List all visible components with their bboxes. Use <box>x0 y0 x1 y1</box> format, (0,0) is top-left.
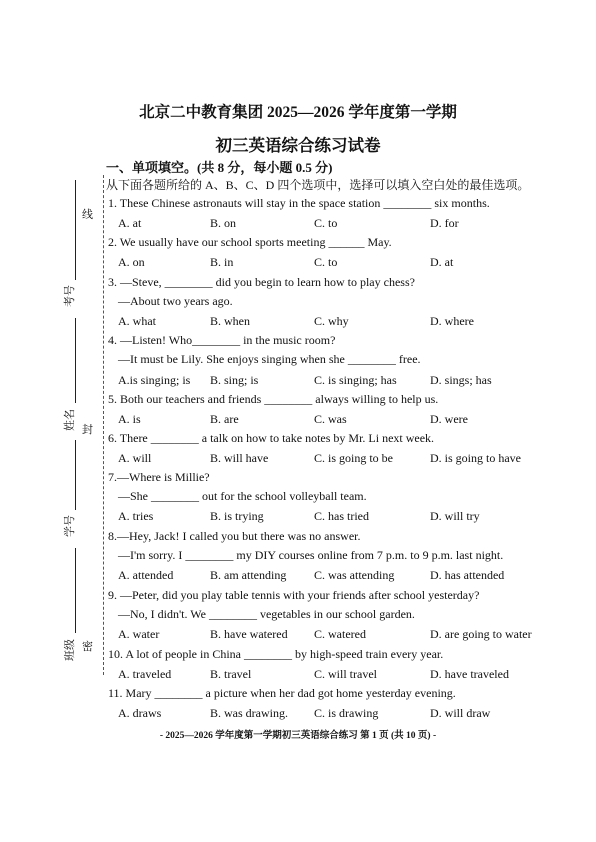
option-a[interactable]: A. what <box>118 314 156 328</box>
question-8-line-1: 8.—Hey, Jack! I called you but there was no answer. <box>108 529 361 543</box>
student-number-line <box>75 440 76 510</box>
option-a[interactable]: A. on <box>118 255 145 269</box>
option-a[interactable]: A. will <box>118 451 152 465</box>
option-a[interactable]: A. water <box>118 627 160 641</box>
option-d[interactable]: D. is going to have <box>430 451 521 465</box>
question-5-line-1: 5. Both our teachers and friends ________ always willing to help us. <box>108 392 439 406</box>
option-d[interactable]: D. at <box>430 255 454 269</box>
option-b[interactable]: B. travel <box>210 667 252 681</box>
option-a[interactable]: A. at <box>118 216 142 230</box>
binding-mark-feng: 封 <box>82 424 93 436</box>
question-10-line-1: 10. A lot of people in China ________ by high-speed train every year. <box>108 647 444 661</box>
question-1-line-1: 1. These Chinese astronauts will stay in the space station ________ six months. <box>108 196 490 210</box>
question-3-line-2: —About two years ago. <box>118 294 233 308</box>
question-7-line-1: 7.—Where is Millie? <box>108 470 210 484</box>
question-11-line-1: 11. Mary ________ a picture when her dad got home yesterday evening. <box>108 686 456 700</box>
option-b[interactable]: B. am attending <box>210 568 287 582</box>
option-b[interactable]: B. sing; is <box>210 373 259 387</box>
exam-number-label: 考号 <box>64 285 76 307</box>
option-c[interactable]: C. is drawing <box>314 706 379 720</box>
option-b[interactable]: B. when <box>210 314 250 328</box>
option-a[interactable]: A. draws <box>118 706 162 720</box>
binding-mark-xian: 线 <box>82 209 93 221</box>
option-a[interactable]: A. is <box>118 412 141 426</box>
option-d[interactable]: D. will try <box>430 509 480 523</box>
option-c[interactable]: C. to <box>314 255 338 269</box>
option-d[interactable]: D. have traveled <box>430 667 509 681</box>
option-c[interactable]: C. to <box>314 216 338 230</box>
question-7-line-2: —She ________ out for the school volleyball team. <box>118 489 367 503</box>
option-c[interactable]: C. is going to be <box>314 451 394 465</box>
option-c[interactable]: C. was <box>314 412 347 426</box>
question-9-line-2: —No, I didn't. We ________ vegetables in our school garden. <box>118 607 415 621</box>
question-4-line-2: —It must be Lily. She enjoys singing when she ________ free. <box>118 352 421 366</box>
option-c[interactable]: C. watered <box>314 627 366 641</box>
question-9-line-1: 9. —Peter, did you play table tennis with your friends after school yesterday? <box>108 588 480 602</box>
option-b[interactable]: B. on <box>210 216 237 230</box>
binding-dashed-line <box>103 175 104 675</box>
option-d[interactable]: D. has attended <box>430 568 505 582</box>
name-line-upper <box>75 318 76 403</box>
option-d[interactable]: D. were <box>430 412 468 426</box>
option-c[interactable]: C. is singing; has <box>314 373 397 387</box>
class-line <box>75 548 76 633</box>
option-b[interactable]: B. is trying <box>210 509 264 523</box>
question-2-line-1: 2. We usually have our school sports meeting ______ May. <box>108 235 392 249</box>
question-4-line-1: 4. —Listen! Who________ in the music room? <box>108 333 336 347</box>
student-number-label: 学号 <box>64 515 76 537</box>
option-b[interactable]: B. in <box>210 255 234 269</box>
option-a[interactable]: A. attended <box>118 568 174 582</box>
option-d[interactable]: D. for <box>430 216 459 230</box>
name-label: 姓名 <box>64 409 76 431</box>
option-d[interactable]: D. sings; has <box>430 373 492 387</box>
option-d[interactable]: D. will draw <box>430 706 491 720</box>
question-6-line-1: 6. There ________ a talk on how to take notes by Mr. Li next week. <box>108 431 435 445</box>
option-a[interactable]: A. tries <box>118 509 154 523</box>
option-b[interactable]: B. have watered <box>210 627 288 641</box>
section-heading: 一、单项填空。(共 8 分，每小题 0.5 分) <box>106 160 333 175</box>
option-b[interactable]: B. will have <box>210 451 269 465</box>
option-c[interactable]: C. will travel <box>314 667 377 681</box>
option-c[interactable]: C. why <box>314 314 349 328</box>
option-a[interactable]: A. traveled <box>118 667 172 681</box>
class-label: 班级 <box>64 639 76 661</box>
page-footer: - 2025—2026 学年度第一学期初三英语综合练习 第 1 页 (共 10 页) - <box>159 731 437 741</box>
option-c[interactable]: C. was attending <box>314 568 395 582</box>
option-d[interactable]: D. where <box>430 314 474 328</box>
question-8-line-2: —I'm sorry. I ________ my DIY courses online from 7 p.m. to 9 p.m. last night. <box>118 548 504 562</box>
option-d[interactable]: D. are going to water <box>430 627 532 641</box>
exam-title: 初三英语综合练习试卷 <box>215 136 381 155</box>
section-instruction: 从下面各题所给的 A、B、C、D 四个选项中，选择可以填入空白处的最佳选项。 <box>106 178 530 192</box>
exam-number-line <box>75 180 76 280</box>
school-term-heading: 北京二中教育集团 2025—2026 学年度第一学期 <box>139 104 457 121</box>
binding-margin <box>0 0 106 842</box>
binding-mark-mi: 密 <box>82 641 93 653</box>
option-c[interactable]: C. has tried <box>314 509 369 523</box>
option-b[interactable]: B. was drawing. <box>210 706 288 720</box>
option-b[interactable]: B. are <box>210 412 239 426</box>
option-a[interactable]: A.is singing; is <box>118 373 191 387</box>
question-3-line-1: 3. —Steve, ________ did you begin to learn how to play chess? <box>108 275 415 289</box>
